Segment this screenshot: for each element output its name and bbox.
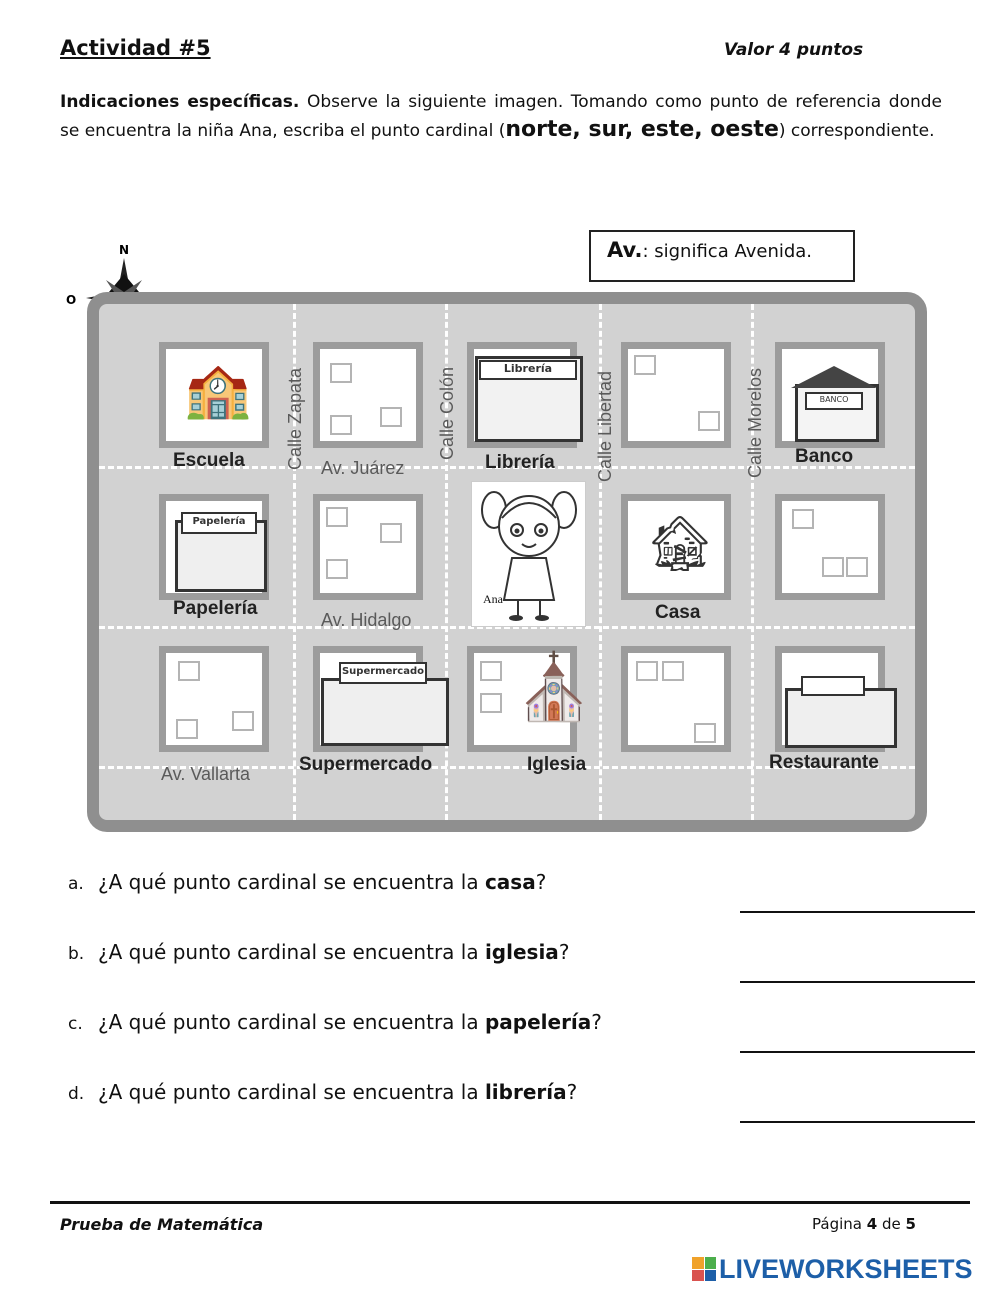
stationery-building-icon	[163, 494, 273, 590]
liveworksheets-logo-text: LIVEWORKSHEETS	[719, 1253, 973, 1284]
activity-value: Valor 4 puntos	[724, 40, 864, 60]
legend-meaning: : significa Avenida.	[642, 241, 813, 262]
place-label-casa: Casa	[655, 602, 701, 623]
instructions-emphasis: norte, sur, este, oeste	[505, 117, 779, 142]
place-label-papeleria: Papelería	[173, 598, 258, 619]
map-block	[621, 646, 731, 752]
question-mark: ?	[566, 1080, 578, 1104]
bookstore-building-icon	[471, 346, 581, 442]
question-text: ¿A qué punto cardinal se encuentra la	[98, 1080, 485, 1104]
street-label-morelos: Calle Morelos	[745, 367, 765, 478]
question-keyword: librería	[484, 1080, 567, 1104]
answer-line-d[interactable]	[740, 1121, 975, 1123]
answer-line-a[interactable]	[740, 911, 975, 913]
map-block	[313, 494, 423, 600]
map-block	[775, 494, 885, 600]
question-c	[68, 1010, 602, 1034]
question-text: ¿A qué punto cardinal se encuentra la	[98, 1010, 485, 1034]
question-text: ¿A qué punto cardinal se encuentra la	[98, 870, 485, 894]
question-a	[68, 870, 546, 894]
street-label-colon: Calle Colón	[437, 366, 457, 460]
question-b	[68, 940, 569, 964]
answer-line-c[interactable]	[740, 1051, 975, 1053]
question-mark: ?	[558, 940, 570, 964]
footer-divider	[50, 1201, 970, 1204]
avenue-label-juarez: Av. Juárez	[321, 458, 405, 478]
place-label-supermercado: Supermercado	[299, 754, 433, 775]
ana-label: Ana	[483, 592, 503, 606]
bank-building-icon	[779, 344, 889, 440]
liveworksheets-logo-icon	[692, 1257, 716, 1281]
church-building-icon: ⛪	[514, 651, 594, 725]
activity-title: Actividad #5	[60, 36, 211, 60]
avenue-label-hidalgo: Av. Hidalgo	[321, 610, 412, 630]
map-block	[621, 342, 731, 448]
bookstore-sign: Librería	[479, 360, 577, 380]
answer-line-b[interactable]	[740, 981, 975, 983]
supermarket-building-icon	[317, 648, 427, 744]
place-label-banco: Banco	[795, 446, 854, 467]
map-block	[159, 646, 269, 752]
footer-subject: Prueba de Matemática	[60, 1215, 264, 1234]
bank-sign: BANCO	[805, 392, 863, 410]
page-current: 4	[866, 1215, 878, 1233]
place-label-libreria: Librería	[485, 452, 555, 473]
house-building-icon: 🏚	[645, 512, 715, 575]
liveworksheets-logo[interactable]	[692, 1252, 973, 1286]
question-d	[68, 1080, 577, 1104]
legend-abbr: Av.	[607, 238, 643, 262]
place-label-escuela: Escuela	[173, 450, 245, 471]
place-label-iglesia: Iglesia	[527, 754, 587, 775]
question-keyword: papelería	[484, 1010, 592, 1034]
place-label-restaurante: Restaurante	[769, 752, 879, 773]
avenue-label-vallarta: Av. Vallarta	[161, 764, 251, 784]
page-prefix: Página	[812, 1215, 867, 1233]
question-letter: a.	[68, 874, 84, 894]
street-label-libertad: Calle Libertad	[595, 370, 615, 482]
instructions-text-end: ) correspondiente.	[778, 121, 935, 141]
page-total: 5	[905, 1215, 916, 1233]
question-letter: c.	[68, 1014, 83, 1034]
school-building-icon: 🏫	[184, 358, 252, 421]
question-keyword: casa	[484, 870, 536, 894]
instructions	[60, 88, 942, 145]
question-mark: ?	[591, 1010, 602, 1034]
restaurant-building-icon	[779, 654, 889, 750]
page-mid: de	[877, 1215, 906, 1233]
question-letter: b.	[68, 944, 85, 964]
question-keyword: iglesia	[484, 940, 559, 964]
compass-n: N	[119, 243, 130, 257]
question-text: ¿A qué punto cardinal se encuentra la	[98, 940, 485, 964]
footer-page-number	[812, 1215, 916, 1233]
compass-o: O	[66, 293, 77, 307]
legend-box	[589, 230, 855, 282]
stationery-sign: Papelería	[181, 512, 257, 534]
question-mark: ?	[535, 870, 547, 894]
instructions-lead: Indicaciones específicas.	[60, 92, 300, 112]
street-label-zapata: Calle Zapata	[285, 367, 305, 470]
instructions-text: Observe la siguiente imagen. Tomando como punto de referencia donde se encuentra la niña Ana, escriba el punto cardinal (	[60, 92, 943, 141]
question-letter: d.	[68, 1084, 85, 1104]
supermarket-sign: Supermercado	[339, 662, 427, 684]
map-block	[313, 342, 423, 448]
